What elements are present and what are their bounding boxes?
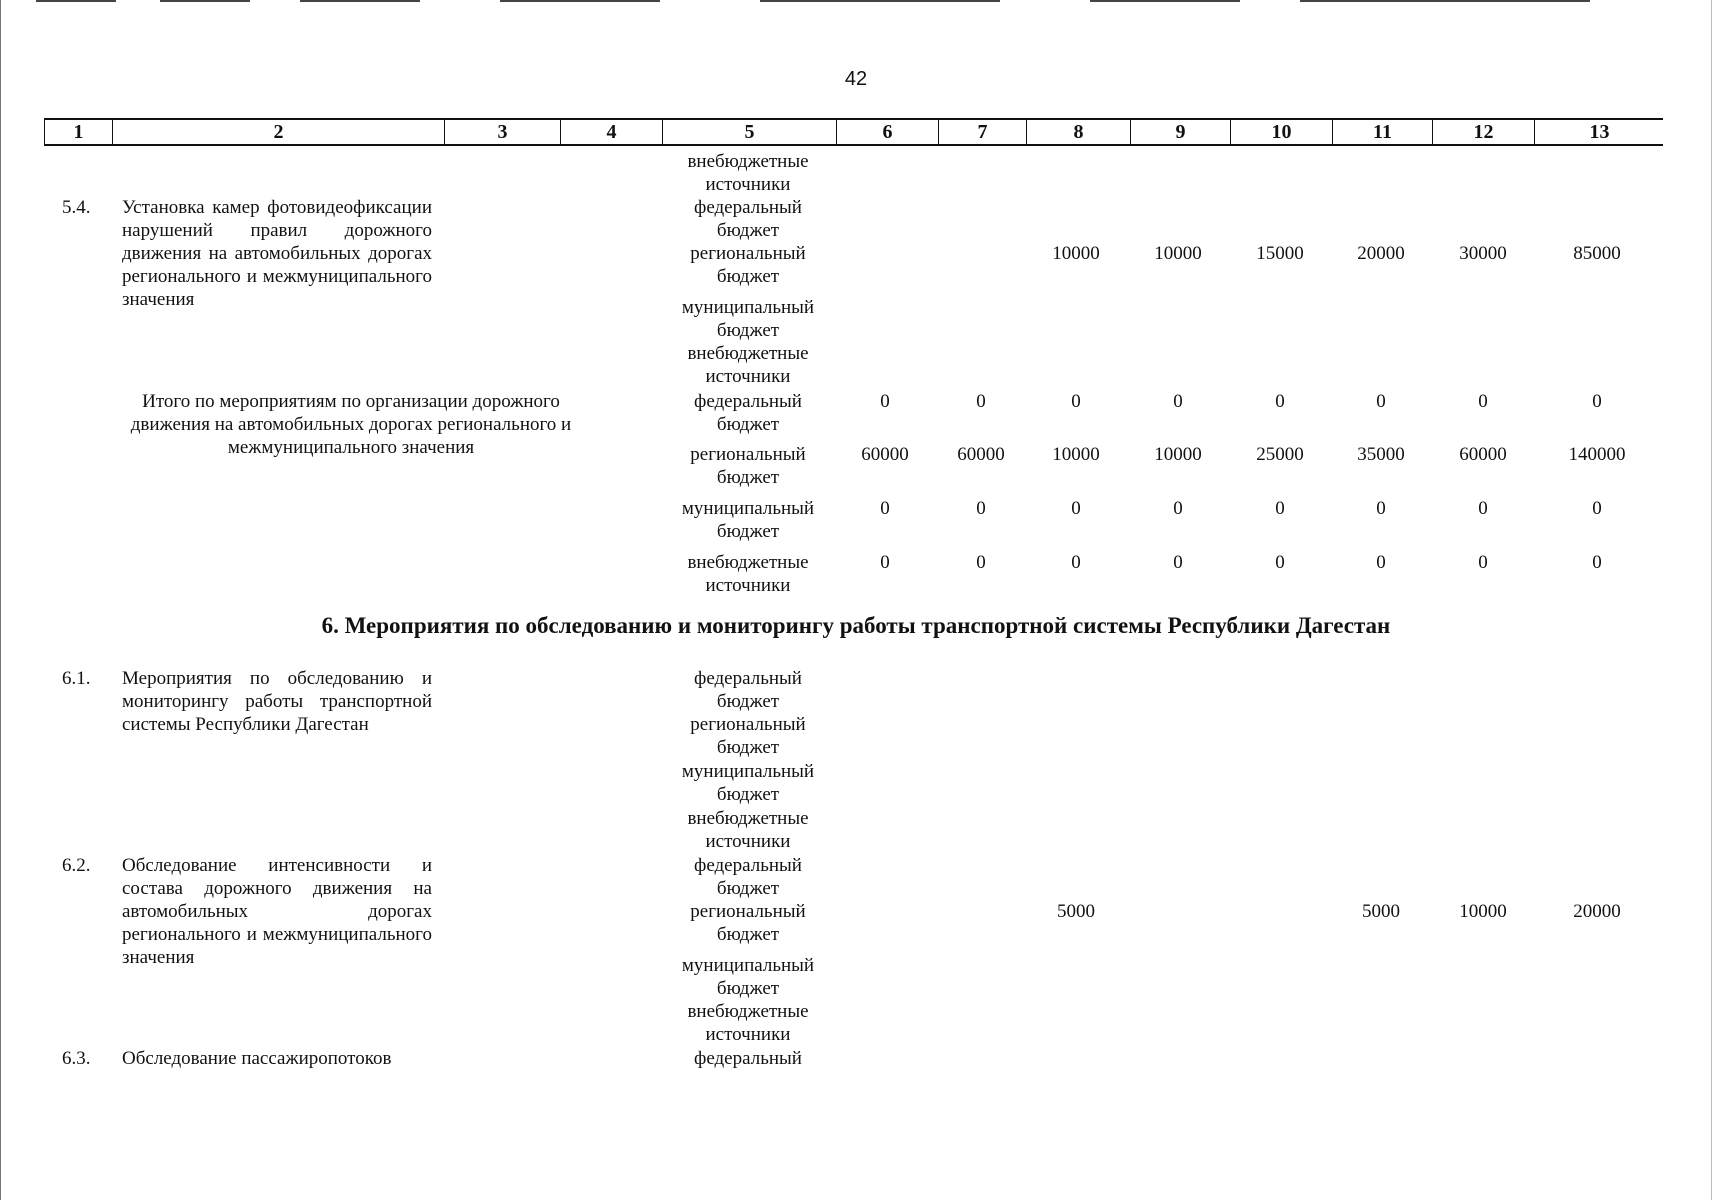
header-col-6: 6 <box>837 120 939 144</box>
header-col-2: 2 <box>113 120 445 144</box>
value-itogo-ext-c13: 0 <box>1592 552 1602 573</box>
value-itogo-ext-c11: 0 <box>1376 552 1386 573</box>
item-title-6-2: Обследование интенсивности и состава дорожного движения на автомобильных дорогах регионального и межмуниципального значения <box>122 855 432 968</box>
header-col-11: 11 <box>1333 120 1433 144</box>
value-itogo-reg-c13: 140000 <box>1568 444 1626 465</box>
value-itogo-reg-c7: 60000 <box>957 444 1005 465</box>
header-col-8: 8 <box>1027 120 1131 144</box>
value-itogo-ext-c12: 0 <box>1478 552 1488 573</box>
item-number-6-1: 6.1. <box>62 668 91 689</box>
value-itogo-fed-c8: 0 <box>1071 391 1081 412</box>
value-5-4-reg-c10: 15000 <box>1256 243 1304 264</box>
value-itogo-ext-c7: 0 <box>976 552 986 573</box>
source-extrabudget-itogo: внебюджетные источники <box>687 552 809 596</box>
value-itogo-reg-c8: 10000 <box>1052 444 1100 465</box>
item-title-6-3: Обследование пассажиропотоков <box>122 1048 392 1069</box>
value-itogo-mun-c7: 0 <box>976 498 986 519</box>
value-itogo-reg-c9: 10000 <box>1154 444 1202 465</box>
value-6-2-reg-c12: 10000 <box>1459 901 1507 922</box>
value-6-2-reg-c13: 20000 <box>1573 901 1621 922</box>
scan-left-edge <box>0 0 1 1200</box>
value-5-4-reg-c12: 30000 <box>1459 243 1507 264</box>
value-itogo-mun-c6: 0 <box>880 498 890 519</box>
source-regional-itogo: региональный бюджет <box>690 444 806 488</box>
value-itogo-fed-c6: 0 <box>880 391 890 412</box>
item-title-6-1: Мероприятия по обследованию и мониторингу работы транспортной системы Республики Дагестан <box>122 668 432 735</box>
source-federal-6-3: федеральный <box>694 1048 802 1069</box>
value-5-4-reg-c9: 10000 <box>1154 243 1202 264</box>
value-itogo-fed-c13: 0 <box>1592 391 1602 412</box>
source-municipal-itogo: муниципальный бюджет <box>681 498 815 542</box>
value-itogo-fed-c7: 0 <box>976 391 986 412</box>
source-regional-5-4: региональный бюджет <box>690 243 806 287</box>
header-col-1: 1 <box>45 120 113 144</box>
header-col-5: 5 <box>663 120 837 144</box>
page-number: 42 <box>844 68 868 90</box>
source-municipal-6-2: муниципальный бюджет <box>681 955 815 999</box>
value-itogo-reg-c10: 25000 <box>1256 444 1304 465</box>
value-5-4-reg-c8: 10000 <box>1052 243 1100 264</box>
section-6-title: 6. Мероприятия по обследованию и мониторингу работы транспортной системы Республики Дагестан <box>321 613 1391 638</box>
header-col-3: 3 <box>445 120 561 144</box>
value-itogo-ext-c8: 0 <box>1071 552 1081 573</box>
value-itogo-fed-c9: 0 <box>1173 391 1183 412</box>
source-municipal-6-1: муниципальный бюджет <box>681 761 815 805</box>
source-extrabudget-6-2: внебюджетные источники <box>687 1001 809 1045</box>
source-extrabudget-6-1: внебюджетные источники <box>687 808 809 852</box>
value-itogo-mun-c12: 0 <box>1478 498 1488 519</box>
value-5-4-reg-c13: 85000 <box>1573 243 1621 264</box>
source-federal-6-2: федеральный бюджет <box>694 855 802 899</box>
value-itogo-fed-c11: 0 <box>1376 391 1386 412</box>
value-itogo-fed-c10: 0 <box>1275 391 1285 412</box>
value-itogo-mun-c8: 0 <box>1071 498 1081 519</box>
itogo-5-title: Итого по мероприятиям по организации дорожного движения на автомобильных дорогах регионального и межмуниципального значения <box>130 391 572 458</box>
source-extrabudget-prev: внебюджетные источники <box>687 151 809 195</box>
header-col-10: 10 <box>1231 120 1333 144</box>
value-6-2-reg-c11: 5000 <box>1362 901 1400 922</box>
item-title-5-4: Установка камер фотовидеофиксации нарушений правил дорожного движения на автомобильных дорогах регионального и межмуниципального значения <box>122 197 432 310</box>
source-federal-5-4: федеральный бюджет <box>694 197 802 241</box>
source-regional-6-1: региональный бюджет <box>690 714 806 758</box>
source-federal-6-1: федеральный бюджет <box>694 668 802 712</box>
value-itogo-reg-c11: 35000 <box>1357 444 1405 465</box>
value-itogo-fed-c12: 0 <box>1478 391 1488 412</box>
source-extrabudget-5-4: внебюджетные источники <box>687 343 809 387</box>
item-number-5-4: 5.4. <box>62 197 91 218</box>
header-col-12: 12 <box>1433 120 1535 144</box>
value-itogo-ext-c10: 0 <box>1275 552 1285 573</box>
value-6-2-reg-c8: 5000 <box>1057 901 1095 922</box>
source-regional-6-2: региональный бюджет <box>690 901 806 945</box>
header-col-9: 9 <box>1131 120 1231 144</box>
value-itogo-reg-c6: 60000 <box>861 444 909 465</box>
header-col-13: 13 <box>1589 121 1610 143</box>
value-5-4-reg-c11: 20000 <box>1357 243 1405 264</box>
value-itogo-mun-c11: 0 <box>1376 498 1386 519</box>
item-number-6-3: 6.3. <box>62 1048 91 1069</box>
value-itogo-reg-c12: 60000 <box>1459 444 1507 465</box>
value-itogo-ext-c9: 0 <box>1173 552 1183 573</box>
header-col-4: 4 <box>561 120 663 144</box>
value-itogo-mun-c9: 0 <box>1173 498 1183 519</box>
value-itogo-ext-c6: 0 <box>880 552 890 573</box>
item-number-6-2: 6.2. <box>62 855 91 876</box>
header-col-7: 7 <box>939 120 1027 144</box>
value-itogo-mun-c13: 0 <box>1592 498 1602 519</box>
table-header-row <box>44 118 1663 146</box>
source-federal-itogo: федеральный бюджет <box>694 391 802 435</box>
value-itogo-mun-c10: 0 <box>1275 498 1285 519</box>
source-municipal-5-4: муниципальный бюджет <box>681 297 815 341</box>
